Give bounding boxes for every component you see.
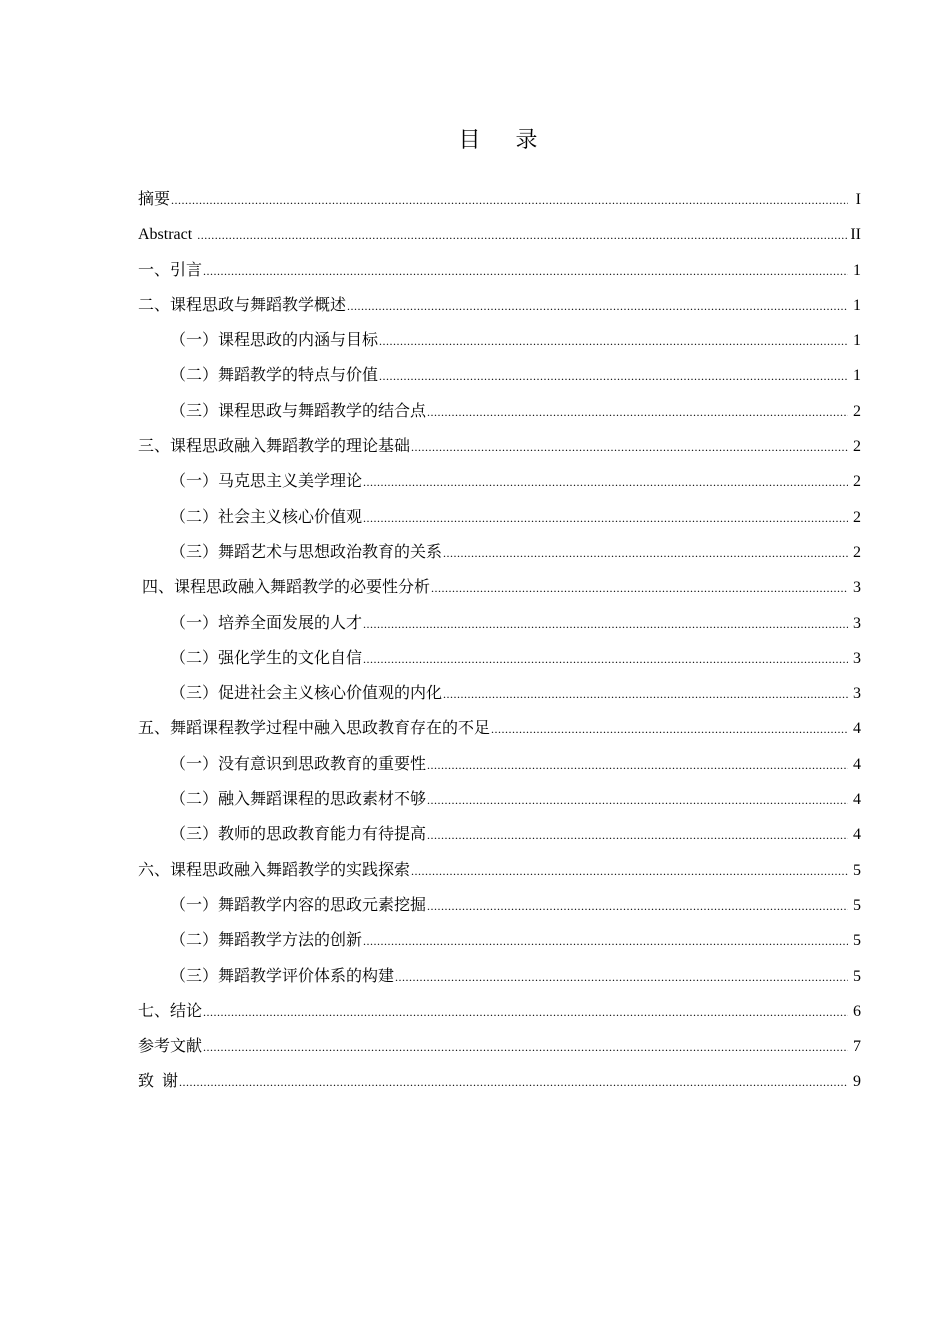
toc-entry-page-number: 7 — [853, 1038, 861, 1056]
toc-dot-leader — [197, 220, 847, 250]
toc-entry-page-number: 5 — [853, 967, 861, 985]
toc-entry-label: 五、舞蹈课程教学过程中融入思政教育存在的不足 — [138, 720, 491, 738]
toc-dot-leader — [203, 997, 848, 1027]
toc-entry[interactable] — [138, 291, 861, 326]
toc-dot-leader — [179, 1067, 848, 1097]
toc-entry-label: （三）舞蹈教学评价体系的构建 — [170, 967, 395, 985]
toc-entry-page-number: 5 — [853, 896, 861, 914]
toc-dot-leader — [363, 467, 848, 497]
toc-entry-page-number: 1 — [853, 261, 861, 279]
toc-entry[interactable] — [138, 361, 861, 396]
toc-dot-leader — [395, 962, 848, 992]
toc-entry-label: （三）促进社会主义核心价值观的内化 — [170, 685, 443, 703]
toc-list — [138, 185, 861, 1103]
toc-dot-leader — [431, 573, 848, 603]
toc-entry-page-number: 1 — [853, 367, 861, 385]
toc-entry-label: （二）融入舞蹈课程的思政素材不够 — [170, 791, 427, 809]
toc-entry-label: （二）舞蹈教学方法的创新 — [170, 932, 363, 950]
toc-entry[interactable] — [138, 891, 861, 926]
toc-entry[interactable] — [138, 467, 861, 502]
toc-dot-leader — [427, 820, 848, 850]
toc-dot-leader — [427, 891, 848, 921]
toc-entry[interactable] — [138, 856, 861, 891]
toc-entry-page-number: 4 — [853, 755, 861, 773]
toc-entry-page-number: II — [850, 226, 861, 244]
toc-entry-label: （一）课程思政的内涵与目标 — [170, 332, 379, 350]
toc-entry-label: （二）强化学生的文化自信 — [170, 649, 363, 667]
toc-entry-label: 致 谢 — [138, 1073, 179, 1091]
toc-entry-label: （一）培养全面发展的人才 — [170, 614, 363, 632]
toc-dot-leader — [411, 856, 848, 886]
toc-entry[interactable] — [138, 785, 861, 820]
toc-entry[interactable] — [138, 750, 861, 785]
toc-entry[interactable] — [138, 256, 861, 291]
toc-entry[interactable] — [138, 962, 861, 997]
toc-entry-label: Abstract — [138, 226, 197, 244]
toc-entry-page-number: 2 — [853, 473, 861, 491]
toc-dot-leader — [363, 503, 848, 533]
toc-entry[interactable] — [138, 714, 861, 749]
toc-entry-label: （一）马克思主义美学理论 — [170, 473, 363, 491]
toc-entry-label: （三）教师的思政教育能力有待提高 — [170, 826, 427, 844]
toc-entry-label: 参考文献 — [138, 1038, 203, 1056]
toc-entry[interactable] — [138, 432, 861, 467]
toc-entry[interactable] — [138, 397, 861, 432]
toc-entry-page-number: 3 — [853, 685, 861, 703]
toc-entry[interactable] — [138, 538, 861, 573]
toc-entry-page-number: 4 — [853, 826, 861, 844]
toc-entry[interactable] — [138, 503, 861, 538]
toc-dot-leader — [363, 926, 848, 956]
toc-entry-label: 摘要 — [138, 191, 171, 208]
toc-entry-label: 三、课程思政融入舞蹈教学的理论基础 — [138, 438, 411, 456]
toc-entry-page-number: 4 — [853, 720, 861, 738]
toc-entry[interactable] — [138, 644, 861, 679]
toc-entry-page-number: 9 — [853, 1073, 861, 1091]
toc-dot-leader — [379, 361, 848, 391]
toc-dot-leader — [203, 256, 848, 286]
toc-dot-leader — [379, 326, 848, 356]
toc-entry[interactable] — [138, 609, 861, 644]
toc-title: 目 录 — [458, 128, 552, 153]
toc-entry[interactable] — [138, 185, 861, 220]
toc-entry[interactable] — [138, 820, 861, 855]
toc-entry[interactable] — [138, 926, 861, 961]
toc-entry-label: 二、课程思政与舞蹈教学概述 — [138, 296, 347, 314]
toc-dot-leader — [427, 785, 848, 815]
toc-entry-page-number: 1 — [853, 332, 861, 350]
toc-entry-page-number: 3 — [853, 614, 861, 632]
toc-entry[interactable] — [138, 573, 861, 608]
toc-dot-leader — [363, 644, 848, 674]
toc-dot-leader — [347, 291, 848, 321]
toc-entry-label: （一）没有意识到思政教育的重要性 — [170, 755, 427, 773]
toc-entry-label: 一、引言 — [138, 261, 203, 279]
toc-entry[interactable] — [138, 1067, 861, 1102]
toc-entry-page-number: 2 — [853, 438, 861, 456]
toc-entry-page-number: 5 — [853, 861, 861, 879]
toc-dot-leader — [363, 609, 848, 639]
toc-entry-page-number: 1 — [853, 296, 861, 314]
toc-entry[interactable] — [138, 679, 861, 714]
toc-entry-page-number: I — [855, 191, 861, 208]
toc-dot-leader — [427, 750, 848, 780]
toc-dot-leader — [171, 185, 848, 215]
toc-entry-label: 四、课程思政融入舞蹈教学的必要性分析 — [138, 579, 431, 597]
toc-entry-page-number: 2 — [853, 508, 861, 526]
toc-dot-leader — [443, 679, 848, 709]
toc-entry-label: （一）舞蹈教学内容的思政元素挖掘 — [170, 896, 427, 914]
toc-entry-label: （三）课程思政与舞蹈教学的结合点 — [170, 402, 427, 420]
toc-dot-leader — [411, 432, 848, 462]
toc-entry[interactable] — [138, 997, 861, 1032]
toc-dot-leader — [491, 714, 848, 744]
toc-entry-label: （三）舞蹈艺术与思想政治教育的关系 — [170, 543, 443, 561]
toc-entry-label: （二）舞蹈教学的特点与价值 — [170, 367, 379, 385]
toc-entry-page-number: 5 — [853, 932, 861, 950]
toc-entry[interactable] — [138, 326, 861, 361]
toc-dot-leader — [427, 397, 848, 427]
toc-entry-label: （二）社会主义核心价值观 — [170, 508, 363, 526]
toc-dot-leader — [203, 1032, 848, 1062]
toc-entry-page-number: 2 — [853, 543, 861, 561]
toc-entry-page-number: 4 — [853, 791, 861, 809]
toc-entry-page-number: 3 — [853, 649, 861, 667]
toc-entry-page-number: 3 — [853, 579, 861, 597]
toc-entry[interactable] — [138, 220, 861, 255]
toc-entry[interactable] — [138, 1032, 861, 1067]
toc-entry-label: 六、课程思政融入舞蹈教学的实践探索 — [138, 861, 411, 879]
toc-entry-page-number: 6 — [853, 1002, 861, 1020]
toc-dot-leader — [443, 538, 848, 568]
toc-entry-page-number: 2 — [853, 402, 861, 420]
toc-entry-label: 七、结论 — [138, 1002, 203, 1020]
